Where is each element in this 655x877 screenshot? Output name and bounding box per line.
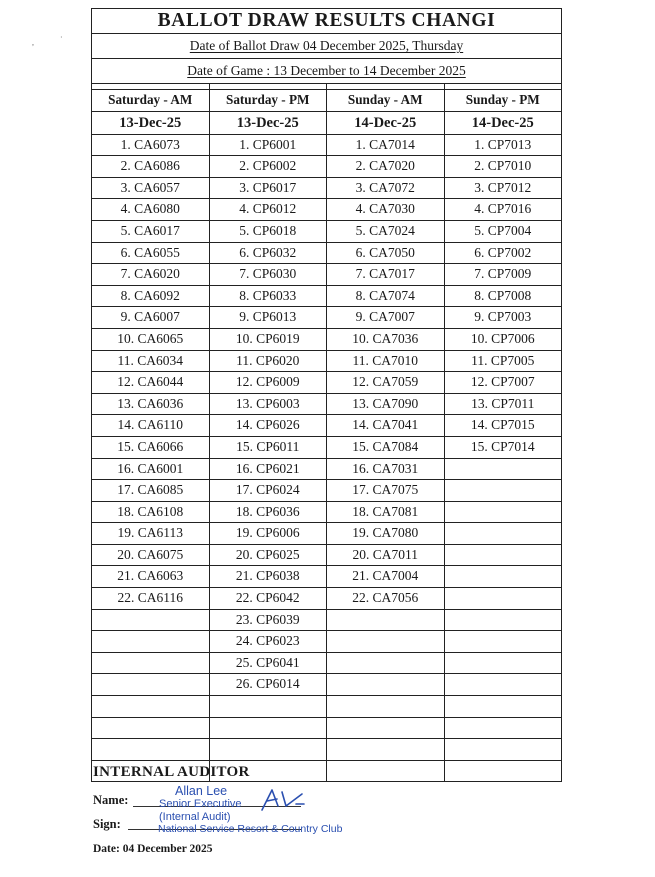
table-cell xyxy=(444,502,562,523)
table-cell xyxy=(444,631,562,652)
table-cell: 13. CP7011 xyxy=(444,394,562,415)
table-cell xyxy=(92,739,209,760)
table-row xyxy=(92,502,561,524)
table-cell xyxy=(92,631,209,652)
table-cell xyxy=(326,739,444,760)
table-cell: 22. CA7056 xyxy=(326,588,444,609)
table-row xyxy=(92,264,561,286)
table-row xyxy=(92,437,561,459)
table-cell: 13. CA6036 xyxy=(117,395,184,411)
table-cell: 1. CP7013 xyxy=(444,135,562,156)
table-cell: 1. CA6073 xyxy=(120,136,180,152)
scan-speck: · xyxy=(60,33,63,42)
table-cell: 20. CA7011 xyxy=(326,545,444,566)
table-cell xyxy=(444,480,562,501)
game-date-text: Date of Game : 13 December to 14 December 2025 xyxy=(187,63,466,78)
table-row xyxy=(92,674,561,696)
table-cell xyxy=(444,718,562,739)
table-cell: 15. CA7084 xyxy=(326,437,444,458)
table-cell: 18. CP6036 xyxy=(209,502,327,523)
table-cell: 17. CA7075 xyxy=(326,480,444,501)
table-cell xyxy=(92,674,209,695)
stamp-name: Allan Lee xyxy=(175,784,228,798)
table-cell: 7. CP7009 xyxy=(444,264,562,285)
ballot-results-table xyxy=(91,8,562,782)
table-row xyxy=(92,459,561,481)
table-row xyxy=(92,156,561,178)
column-header-date: 14-Dec-25 xyxy=(326,112,444,134)
table-cell: 9. CP6013 xyxy=(209,307,327,328)
table-row xyxy=(92,372,561,394)
table-row xyxy=(92,610,561,632)
table-cell: 12. CA6044 xyxy=(117,374,184,390)
table-cell: 12. CP7007 xyxy=(444,372,562,393)
table-row xyxy=(92,653,561,675)
table-cell: 13. CA7090 xyxy=(326,394,444,415)
table-cell: 14. CP7015 xyxy=(444,415,562,436)
table-row xyxy=(92,221,561,243)
table-cell: 6. CA7050 xyxy=(326,243,444,264)
table-cell: 9. CA7007 xyxy=(326,307,444,328)
table-cell: 4. CA7030 xyxy=(326,199,444,220)
table-row xyxy=(92,178,561,200)
table-row xyxy=(92,566,561,588)
table-cell xyxy=(326,653,444,674)
table-cell: 10. CA7036 xyxy=(326,329,444,350)
table-row xyxy=(92,199,561,221)
table-cell: 12. CP6009 xyxy=(209,372,327,393)
table-cell xyxy=(326,696,444,717)
column-date-headers xyxy=(92,112,561,135)
table-cell: 4. CP7016 xyxy=(444,199,562,220)
table-cell: 5. CP6018 xyxy=(209,221,327,242)
table-cell: 14. CA7041 xyxy=(326,415,444,436)
table-row xyxy=(92,523,561,545)
table-cell xyxy=(444,610,562,631)
table-cell: 5. CA7024 xyxy=(326,221,444,242)
table-cell: 6. CA6055 xyxy=(120,244,180,260)
table-cell xyxy=(444,566,562,587)
column-header-day: Saturday - AM xyxy=(108,92,193,107)
table-cell xyxy=(209,696,327,717)
table-cell: 13. CP6003 xyxy=(209,394,327,415)
table-cell: 5. CP7004 xyxy=(444,221,562,242)
scan-speck: , xyxy=(32,38,34,47)
name-label: Name: xyxy=(93,793,129,807)
table-cell: 7. CA7017 xyxy=(326,264,444,285)
table-cell: 20. CP6025 xyxy=(209,545,327,566)
table-cell: 2. CP6002 xyxy=(209,156,327,177)
table-cell xyxy=(92,610,209,631)
table-cell xyxy=(92,653,209,674)
table-row xyxy=(92,545,561,567)
table-cell xyxy=(444,588,562,609)
table-cell: 15. CP6011 xyxy=(209,437,327,458)
table-cell xyxy=(92,718,209,739)
stamp-org: National Service Resort & Country Club xyxy=(158,823,343,835)
table-cell: 3. CP6017 xyxy=(209,178,327,199)
signature-image xyxy=(258,784,308,814)
column-header-date: 13-Dec-25 xyxy=(119,114,182,131)
table-cell: 21. CA6063 xyxy=(117,568,184,584)
table-cell: 14. CP6026 xyxy=(209,415,327,436)
table-cell: 25. CP6041 xyxy=(209,653,327,674)
table-cell xyxy=(326,631,444,652)
table-row xyxy=(92,588,561,610)
column-header-date: 13-Dec-25 xyxy=(209,112,327,134)
column-header-date: 14-Dec-25 xyxy=(444,112,562,134)
table-cell xyxy=(209,739,327,760)
table-cell xyxy=(444,761,562,782)
table-cell: 1. CA7014 xyxy=(326,135,444,156)
table-row xyxy=(92,329,561,351)
sign-label: Sign: xyxy=(93,817,121,831)
table-cell: 2. CP7010 xyxy=(444,156,562,177)
table-cell: 16. CA7031 xyxy=(326,459,444,480)
table-cell xyxy=(444,696,562,717)
table-cell: 7. CA6020 xyxy=(120,266,180,282)
table-row xyxy=(92,415,561,437)
table-cell: 19. CA6113 xyxy=(117,525,183,541)
table-cell xyxy=(326,718,444,739)
table-cell: 22. CP6042 xyxy=(209,588,327,609)
stamp-title: Senior Executive xyxy=(159,798,242,810)
table-row xyxy=(92,135,561,157)
table-cell: 9. CP7003 xyxy=(444,307,562,328)
table-cell: 16. CA6001 xyxy=(117,460,184,476)
table-cell: 4. CA6080 xyxy=(120,201,180,217)
table-cell xyxy=(92,696,209,717)
table-cell xyxy=(444,739,562,760)
table-cell: 17. CP6024 xyxy=(209,480,327,501)
table-cell: 14. CA6110 xyxy=(117,417,183,433)
table-cell: 6. CP7002 xyxy=(444,243,562,264)
auditor-section xyxy=(93,764,393,781)
table-cell: 18. CA6108 xyxy=(117,503,184,519)
table-cell: 3. CA6057 xyxy=(120,179,180,195)
table-cell: 8. CP6033 xyxy=(209,286,327,307)
table-cell: 15. CP7014 xyxy=(444,437,562,458)
table-row xyxy=(92,739,561,761)
table-row xyxy=(92,351,561,373)
table-cell: 26. CP6014 xyxy=(209,674,327,695)
table-cell: 8. CA6092 xyxy=(120,287,180,303)
table-cell: 3. CA7072 xyxy=(326,178,444,199)
page-title: BALLOT DRAW RESULTS CHANGI xyxy=(92,9,561,34)
table-cell: 6. CP6032 xyxy=(209,243,327,264)
table-cell: 5. CA6017 xyxy=(120,222,180,238)
column-day-headers xyxy=(92,90,561,112)
table-cell: 19. CA7080 xyxy=(326,523,444,544)
table-cell: 21. CA7004 xyxy=(326,566,444,587)
table-cell: 10. CA6065 xyxy=(117,330,184,346)
table-cell: 24. CP6023 xyxy=(209,631,327,652)
table-cell: 17. CA6085 xyxy=(117,482,184,498)
table-cell: 7. CP6030 xyxy=(209,264,327,285)
table-cell: 1. CP6001 xyxy=(209,135,327,156)
table-cell: 9. CA6007 xyxy=(120,309,180,325)
table-cell: 11. CP7005 xyxy=(444,351,562,372)
table-cell xyxy=(444,545,562,566)
column-header-day: Sunday - PM xyxy=(444,90,562,111)
table-row xyxy=(92,480,561,502)
table-cell xyxy=(326,610,444,631)
table-row xyxy=(92,307,561,329)
table-cell: 23. CP6039 xyxy=(209,610,327,631)
table-cell: 19. CP6006 xyxy=(209,523,327,544)
table-cell: 20. CA6075 xyxy=(117,546,184,562)
column-header-day: Sunday - AM xyxy=(326,90,444,111)
draw-date-text: Date of Ballot Draw 04 December 2025, Thursday xyxy=(189,38,464,53)
table-row xyxy=(92,286,561,308)
table-cell: 2. CA7020 xyxy=(326,156,444,177)
table-cell: 15. CA6066 xyxy=(117,438,184,454)
signature-stroke xyxy=(262,790,304,810)
table-cell: 8. CP7008 xyxy=(444,286,562,307)
table-cell: 18. CA7081 xyxy=(326,502,444,523)
stamp-dept: (Internal Audit) xyxy=(159,811,231,823)
column-header-day: Saturday - PM xyxy=(209,90,327,111)
table-cell: 8. CA7074 xyxy=(326,286,444,307)
results-body xyxy=(92,135,561,782)
table-cell: 11. CA7010 xyxy=(326,351,444,372)
table-cell: 3. CP7012 xyxy=(444,178,562,199)
table-cell: 21. CP6038 xyxy=(209,566,327,587)
table-cell xyxy=(326,674,444,695)
table-cell: 10. CP7006 xyxy=(444,329,562,350)
table-row xyxy=(92,394,561,416)
table-cell: 4. CP6012 xyxy=(209,199,327,220)
game-date xyxy=(92,59,561,84)
table-cell xyxy=(444,653,562,674)
table-cell: 12. CA7059 xyxy=(326,372,444,393)
table-cell xyxy=(444,674,562,695)
table-cell xyxy=(444,459,562,480)
table-cell: 22. CA6116 xyxy=(117,590,183,606)
table-cell xyxy=(209,718,327,739)
table-row xyxy=(92,696,561,718)
auditor-heading: INTERNAL AUDITOR xyxy=(93,764,250,780)
table-cell: 11. CP6020 xyxy=(209,351,327,372)
table-cell: 2. CA6086 xyxy=(120,158,180,174)
date-label: Date: 04 December 2025 xyxy=(93,843,213,855)
table-cell: 16. CP6021 xyxy=(209,459,327,480)
table-cell xyxy=(444,523,562,544)
table-cell: 10. CP6019 xyxy=(209,329,327,350)
table-row xyxy=(92,718,561,740)
table-row xyxy=(92,631,561,653)
table-row xyxy=(92,243,561,265)
table-cell: 11. CA6034 xyxy=(117,352,183,368)
draw-date xyxy=(92,34,561,59)
